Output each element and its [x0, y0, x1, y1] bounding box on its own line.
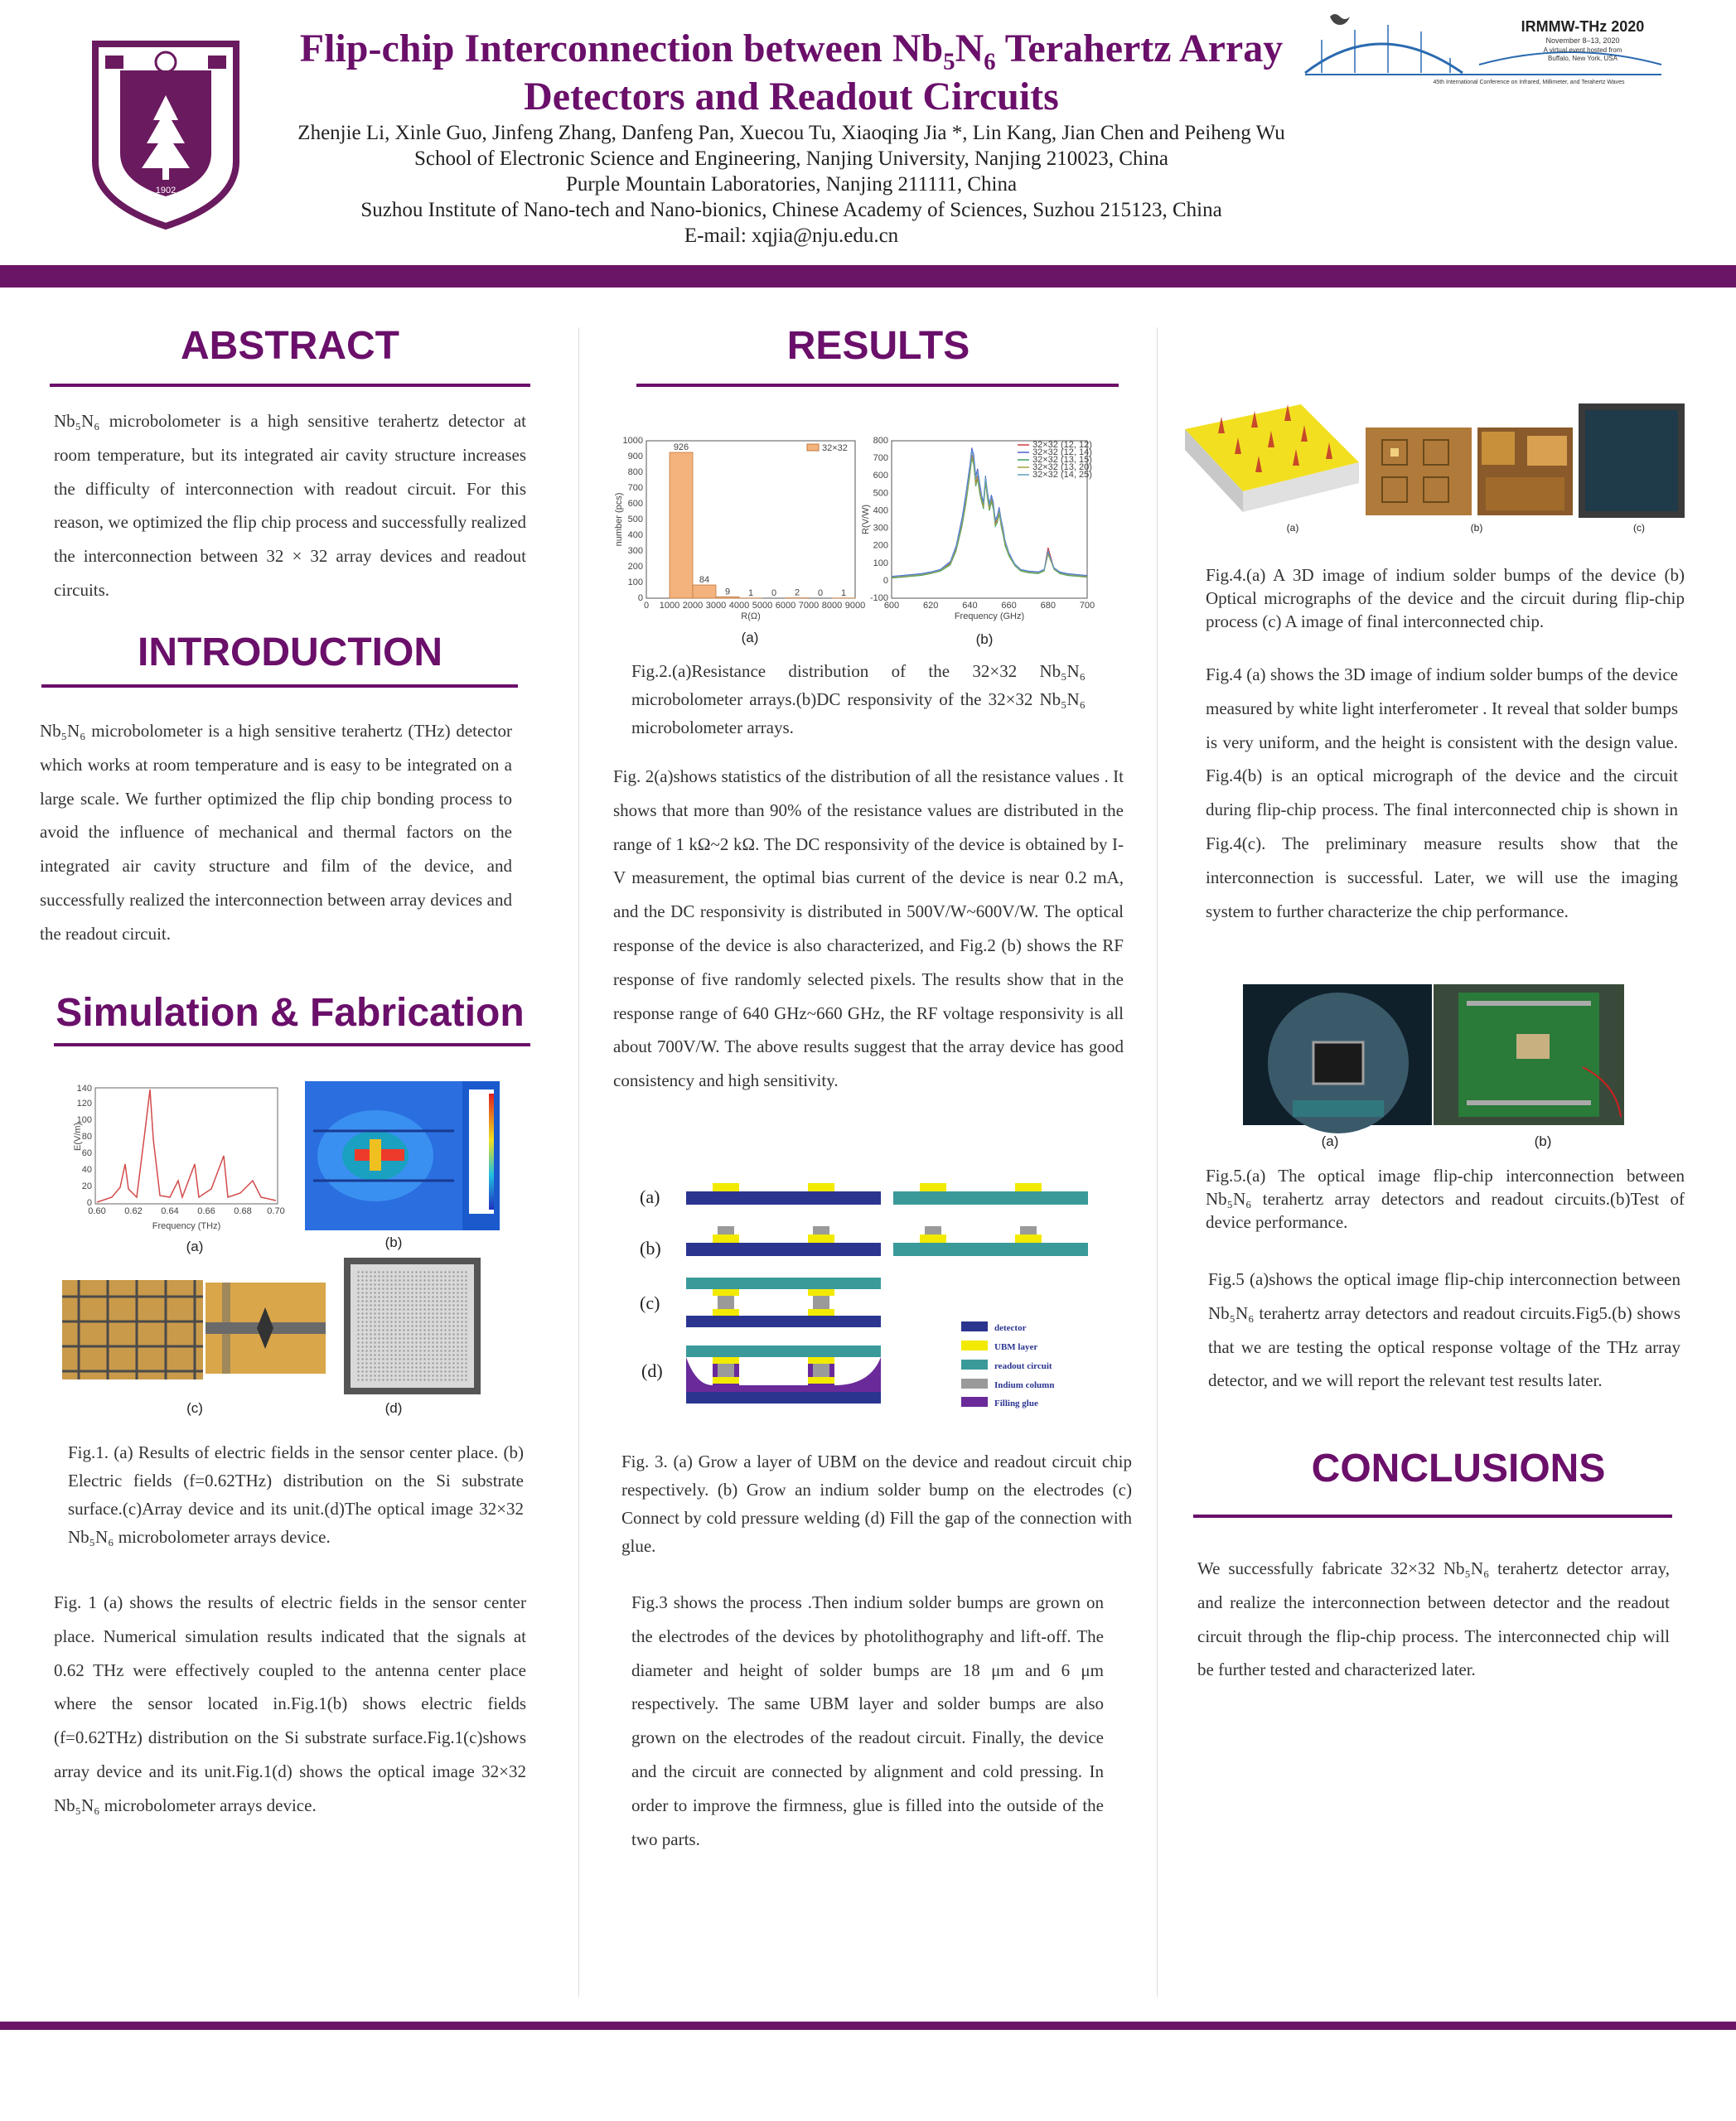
- fig5-caption: Fig.5.(a) The optical image flip-chip interconnection between Nb₅N₆ terahertz array detectors and readout circuits.(b)Test of device performance.: [1206, 1166, 1685, 1232]
- fig2b-ytick: 800: [873, 436, 888, 446]
- abstract-rule: [50, 384, 530, 387]
- footer-band: [0, 2022, 1736, 2030]
- fig1-label-b: (b): [384, 1234, 403, 1250]
- column-divider-1: [578, 327, 579, 1997]
- conference-line-2: Buffalo, New York, USA: [1548, 55, 1618, 62]
- simulation-heading: Simulation & Fabrication: [56, 991, 525, 1035]
- fig2a-xtick: 4000: [728, 601, 750, 611]
- fig5a-optical-image: [1243, 984, 1432, 1125]
- fig4-label-c: (c): [1633, 522, 1645, 534]
- fig2a-xtick: 1000: [659, 601, 680, 611]
- fig4a-3d-bumps: [1177, 396, 1363, 520]
- fig2a-bar-label: 0: [771, 588, 777, 598]
- fig3-text: Fig.3 shows the process .Then indium solder bumps are grown on the electrodes of the devices by photolithography and lift-off. The diameter and height of solder bumps are 18 μm and 6 μm respectively. The same UBM layer and solder bumps are also grown on the electrodes of the readout circuit. Finally, the device and the circuit are connected by alignment and cold pressing. In order to improve the firmness, glue is filled into the outside of the two parts.: [631, 1592, 1104, 1849]
- fig1a-xtick: 0.60: [88, 1206, 106, 1216]
- fig1a-xtick: 0.68: [234, 1206, 252, 1216]
- fig2b-legend-label: 32×32 (12, 14): [1032, 447, 1092, 457]
- legend-indium: Indium column: [994, 1380, 1055, 1390]
- fig1a-ytick: 60: [81, 1148, 92, 1158]
- fig1-text: Fig. 1 (a) shows the results of electric fields in the sensor center place. Numerical simulation results indicated that the signals at 0.62 THz were effectively coupled to the antenna center place where the sensor located in.Fig.1(b) shows electric fields (f=0.62THz) distribution on the Si substrate surface.Fig.1(c)shows array device and its unit.Fig.1(d) shows the optical image 32×32 Nb₅N₆ microbolometer arrays device.: [54, 1592, 526, 1815]
- fig1a-xtick: 0.64: [161, 1206, 179, 1216]
- fig1c-unit-photo: [206, 1283, 326, 1374]
- fig2a-legend-label: 32×32: [822, 443, 848, 453]
- fig3-label-a: (a): [640, 1186, 660, 1207]
- fig2b-ylabel: R(V/W): [861, 504, 871, 535]
- logo-year: 1902: [155, 186, 177, 196]
- fig2b-xtick: 700: [1079, 601, 1095, 611]
- fig4c-interconnected-chip: [1579, 403, 1685, 518]
- legend-ubm: UBM layer: [994, 1342, 1038, 1352]
- fig2b-xlabel: Frequency (GHz): [954, 611, 1025, 621]
- fig1a-ytick: 80: [81, 1132, 92, 1142]
- fig2a-bar-label: 2: [794, 587, 800, 598]
- fig2b-xtick: 660: [1001, 601, 1017, 611]
- fig2b-ytick: -100: [869, 593, 888, 603]
- fig1a-field-spectrum: [62, 1081, 286, 1234]
- fig1a-ytick: 20: [81, 1181, 92, 1191]
- fig2b-ytick: 0: [883, 575, 888, 586]
- fig5b-test-setup: [1434, 984, 1624, 1125]
- fig3-label-b: (b): [640, 1238, 661, 1259]
- fig1-label-d: (d): [384, 1400, 403, 1416]
- fig1-label-a: (a): [186, 1239, 204, 1254]
- fig2a-xtick: 2000: [682, 601, 704, 611]
- fig1-caption: Fig.1. (a) Results of electric fields in the sensor center place. (b) Electric fields (f=0.62THz) distribution on the Si substrate surface.(c)Array device and its unit.(d)The optical image 32×32 Nb₅N₆ microbolometer arrays device.: [68, 1442, 524, 1547]
- column-divider-2: [1157, 327, 1158, 1997]
- fig2b-legend-label: 32×32 (13, 20): [1032, 462, 1092, 472]
- fig1a-xlabel: Frequency (THz): [152, 1221, 221, 1231]
- results-rule: [636, 384, 1119, 387]
- fig2a-bar-label: 1: [747, 587, 754, 598]
- fig1a-xtick: 0.66: [197, 1206, 215, 1216]
- fig2a-xtick: 8000: [821, 601, 843, 611]
- fig1d-chip-photo: [344, 1258, 481, 1394]
- fig2b-xtick: 600: [883, 601, 900, 611]
- introduction-rule: [41, 684, 518, 688]
- abstract-heading: ABSTRACT: [181, 324, 399, 368]
- fig3-label-d: (d): [641, 1360, 663, 1381]
- fig2b-legend-label: 32×32 (12, 12): [1032, 440, 1092, 450]
- fig2a-xtick: 6000: [775, 601, 796, 611]
- fig2a-ytick: 0: [637, 593, 643, 603]
- conference-name: IRMMW-THz 2020: [1521, 18, 1645, 35]
- affiliation-1: School of Electronic Science and Engineering, Nanjing University, Nanjing 210023, China: [414, 147, 1168, 170]
- fig4b-micrograph-circuit: [1477, 428, 1573, 515]
- fig2a-bar-label: 1: [840, 587, 847, 598]
- fig2-caption: Fig.2.(a)Resistance distribution of the 32×32 Nb₅N₆ microbolometer arrays.(b)DC responsivity of the 32×32 Nb₅N₆ microbolometer arrays.: [631, 661, 1086, 737]
- fig1a-ytick: 100: [76, 1115, 92, 1125]
- poster-title: [249, 25, 1334, 121]
- fig2b-ytick: 500: [873, 488, 888, 499]
- title-line-1: Flip-chip Interconnection between Nb₅N₆ Terahertz Array: [299, 27, 1284, 70]
- results-heading: RESULTS: [786, 324, 970, 368]
- fig1a-xtick: 0.62: [124, 1206, 143, 1216]
- fig2b-legend-label: 32×32 (14, 25): [1032, 470, 1092, 480]
- fig4-text: Fig.4 (a) shows the 3D image of indium solder bumps of the device measured by white light interferometer . It reveal that solder bumps is very uniform, and the height is consistent with the design value. Fig.4(b) is an optical micrograph of the device and the circuit during flip-chip process. The final interconnected chip is shown in Fig.4(c). The preliminary measure results show that the interconnection is successful. Later, we will use the imaging system to further characterize the chip performance.: [1206, 664, 1678, 921]
- fig3-label-c: (c): [640, 1292, 660, 1313]
- fig1-label-c: (c): [186, 1400, 203, 1416]
- title-line-2: Detectors and Readout Circuits: [524, 75, 1059, 118]
- fig2b-ytick: 400: [873, 505, 888, 516]
- affiliation-2: Purple Mountain Laboratories, Nanjing 211111, China: [565, 173, 1018, 196]
- fig2-label-a: (a): [741, 630, 759, 645]
- introduction-text: Nb₅N₆ microbolometer is a high sensitive terahertz (THz) detector which works at room temperature and is easy to be integrated on a large scale. We further optimized the flip chip bonding process to avoid the influence of mechanical and thermal factors on the integrated air cavity structure and film of the device, and successfully realized the interconnection between array devices and the readout circuit.: [40, 721, 512, 944]
- fig2a-ytick: 300: [627, 546, 643, 556]
- fig4-caption: Fig.4.(a) A 3D image of indium solder bumps of the device (b) Optical micrographs of the device and the circuit during flip-chip process (c) A image of final interconnected chip.: [1206, 565, 1685, 631]
- fig2a-xtick: 3000: [705, 601, 727, 611]
- fig2a-bar: [693, 585, 716, 598]
- fig2a-ylabel: number (pcs): [614, 492, 624, 547]
- fig2b-ytick: 200: [873, 540, 888, 551]
- fig2a-ytick: 700: [627, 483, 643, 493]
- fig2a-bar-label: 0: [817, 588, 824, 598]
- university-logo: [87, 37, 244, 228]
- fig2a-bar-label: 926: [673, 442, 689, 453]
- fig4-label-a: (a): [1286, 522, 1299, 534]
- fig2a-xlabel: R(Ω): [741, 611, 761, 621]
- fig1b-field-map: [305, 1081, 500, 1230]
- fig2b-xtick: 620: [923, 601, 939, 611]
- conference-line-3: 45th International Conference on Infrared, Millimeter, and Terahertz Waves: [1433, 80, 1625, 85]
- fig1a-ytick: 40: [81, 1165, 92, 1175]
- conference-dates: November 8–13, 2020: [1545, 36, 1620, 45]
- fig2-text: Fig. 2(a)shows statistics of the distribution of all the resistance values . It shows that more than 90% of the resistance values are distributed in the range of 1 kΩ~2 kΩ. The DC responsivity of the device is obtained by I-V measurement, the optimal bias current of the device is near 0.2 mA, and the DC responsivity is distributed in 500V/W~600V/W. The optical response of the device is also characterized, and Fig.2 (b) shows the RF response of five randomly selected pixels. The results show that in the response range of 640 GHz~660 GHz, the RF voltage responsivity is all about 700V/W. The above results suggest that the array device has good consistency and high sensitivity.: [613, 766, 1124, 1091]
- fig5-label-b: (b): [1534, 1133, 1552, 1149]
- fig2b-ytick: 100: [873, 558, 888, 568]
- abstract-text: Nb₅N₆ microbolometer is a high sensitive terahertz detector at room temperature, but its integrated air cavity structure increases the difficulty of interconnection with readout circuit. For this reason, we optimized the flip chip process and successfully realized the interconnection between 32 × 32 array devices and readout circuits.: [54, 411, 526, 600]
- simulation-rule: [54, 1043, 530, 1046]
- fig2a-ytick: 400: [627, 530, 643, 540]
- fig1a-ytick: 140: [76, 1084, 92, 1094]
- fig2b-ytick: 700: [873, 453, 888, 464]
- fig2a-xtick: 0: [643, 601, 650, 611]
- fig4b-micrograph-device: [1366, 428, 1472, 515]
- fig2a-legend-swatch: [807, 444, 819, 451]
- fig2a-bar: [670, 452, 693, 598]
- fig1a-xticks: [88, 1206, 284, 1216]
- fig2a-ytick: 200: [627, 562, 643, 572]
- introduction-heading: INTRODUCTION: [138, 631, 442, 674]
- fig2a-xtick: 9000: [844, 601, 866, 611]
- fig2a-ytick: 900: [627, 452, 643, 461]
- conference-line-1: A virtual event hosted from: [1543, 46, 1622, 54]
- fig2b-ytick: 600: [873, 471, 888, 481]
- conclusions-rule: [1193, 1515, 1672, 1518]
- fig3-legend: [961, 1321, 1054, 1408]
- fig1a-ytick: 0: [86, 1198, 92, 1208]
- fig2b-xtick: 680: [1040, 601, 1056, 611]
- legend-glue: Filling glue: [994, 1399, 1038, 1408]
- fig2a-ytick: 800: [627, 467, 643, 477]
- legend-readout: readout circuit: [994, 1361, 1052, 1371]
- email: E-mail: xqjia@nju.edu.cn: [684, 225, 899, 247]
- fig1a-ylabel: E(V/m): [73, 1122, 83, 1151]
- fig2a-ytick: 600: [627, 499, 643, 509]
- conclusions-text: We successfully fabricate 32×32 Nb₅N₆ terahertz detector array, and realize the interconnection between detector and the readout circuit through the flip-chip process. The interconnected chip will be further tested and characterized later.: [1197, 1558, 1670, 1680]
- fig2a-ytick: 100: [627, 577, 643, 587]
- fig2a-bar-label: 84: [699, 575, 710, 586]
- legend-detector: detector: [994, 1323, 1027, 1333]
- fig2b-rf-response-chart: [862, 432, 1094, 627]
- fig1c-array-photo: [62, 1280, 203, 1379]
- fig3-process-diagram: [630, 1168, 1127, 1417]
- author-block: [249, 120, 1334, 249]
- fig5-label-a: (a): [1321, 1133, 1339, 1149]
- fig2b-ytick: 300: [873, 523, 888, 534]
- fig2b-legend-label: 32×32 (13, 15): [1032, 455, 1092, 465]
- fig1a-xtick: 0.70: [267, 1206, 285, 1216]
- fig2a-bar-label: 9: [724, 587, 731, 597]
- fig4-label-b: (b): [1470, 522, 1483, 534]
- fig5-text: Fig.5 (a)shows the optical image flip-chip interconnection between Nb₅N₆ terahertz array detectors and readout circuits.Fig5.(b) shows that we are testing the optical response voltage of the THz array detector, and we will report the relevant test results later.: [1208, 1269, 1680, 1391]
- fig2-label-b: (b): [975, 631, 994, 647]
- fig2a-xtick: 5000: [752, 601, 773, 611]
- conference-logo: [1305, 7, 1661, 85]
- fig2b-xtick: 640: [962, 601, 978, 611]
- affiliation-3: Suzhou Institute of Nano-tech and Nano-bionics, Chinese Academy of Sciences, Suzhou 215123, China: [360, 199, 1222, 221]
- conclusions-heading: CONCLUSIONS: [1311, 1447, 1606, 1490]
- header-divider-band: [0, 265, 1736, 287]
- fig1a-ytick: 120: [76, 1099, 92, 1109]
- fig3-caption: Fig. 3. (a) Grow a layer of UBM on the device and readout circuit chip respectively. (b) Grow an indium solder bump on the electrodes (c) Connect by cold pressure welding (d) Fill the gap of the connection with glue.: [621, 1452, 1132, 1556]
- fig2a-ytick: 500: [627, 515, 643, 524]
- fig2a-bar: [716, 597, 739, 598]
- fig2a-ytick: 1000: [622, 436, 643, 446]
- fig2a-xtick: 7000: [798, 601, 820, 611]
- authors: Zhenjie Li, Xinle Guo, Jinfeng Zhang, Danfeng Pan, Xuecou Tu, Xiaoqing Jia *, Lin Kang, Jian Chen and Peiheng Wu: [297, 122, 1285, 144]
